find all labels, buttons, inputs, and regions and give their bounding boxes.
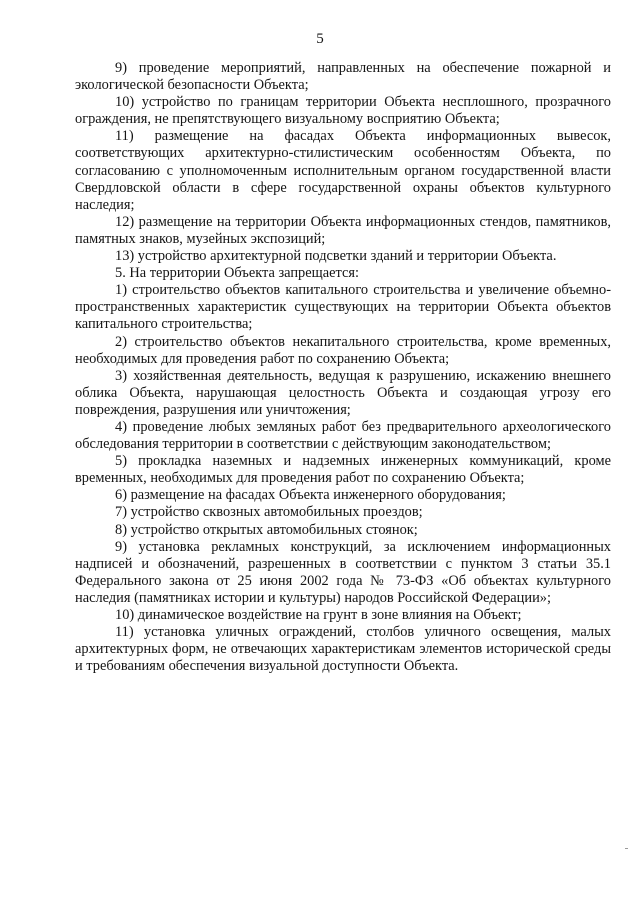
prohibition-item-10: 10) динамическое воздействие на грунт в зоне влияния на Объект; [115, 607, 522, 623]
prohibition-item-7: 7) устройство сквозных автомобильных проездов; [115, 504, 423, 521]
prohibition-item-2: 2) строительство объектов некапитального строительства, кроме временных, необходимых для проведения работ по сохранению Объекта; [75, 333, 611, 367]
prohibition-item-9: 9) установка рекламных конструкций, за исключением информационных надписей и обозначений, разрешенных в соответствии с пунктом 3 статьи 35.1 Федерального закона от 25 июня 2002 года № 73-ФЗ «Об объектах культурного наследия (памятниках истории и культуры) народов Российской Федерации»; [75, 538, 611, 606]
paragraph-item-10-fencing: 10) устройство по границам территории Объекта несплошного, прозрачного ограждения, не препятствующего визуальному восприятию Объекта; [75, 94, 611, 128]
section-5-heading: 5. На территории Объекта запрещается: [115, 265, 359, 282]
prohibition-item-6: 6) размещение на фасадах Объекта инженерного оборудования; [115, 487, 506, 504]
prohibition-item-8: 8) устройство открытых автомобильных стоянок; [115, 521, 418, 538]
prohibition-item-11: 11) установка уличных ограждений, столбов уличного освещения, малых архитектурных форм, не отвечающих характеристикам элементов исторической среды и требованиям обеспечения визуальной доступности Объекта. [75, 624, 611, 675]
prohibition-item-5: 5) прокладка наземных и надземных инженерных коммуникаций, кроме временных, необходимых для проведения работ по сохранению Объекта; [75, 453, 611, 487]
scan-speck [625, 848, 628, 849]
paragraph-item-12-stands: 12) размещение на территории Объекта информационных стендов, памятников, памятных знаков, музейных экспозиций; [75, 213, 611, 247]
prohibition-item-1: 1) строительство объектов капитального строительства и увеличение объемно-пространственных характеристик существующих на территории Объекта объектов капитального строительства; [75, 282, 611, 333]
prohibition-item-3: 3) хозяйственная деятельность, ведущая к разрушению, искажению внешнего облика Объекта, нарушающая целостность Объекта и создающая угрозу его повреждения, разрушения или уничтожения; [75, 367, 611, 418]
document-body [75, 60, 611, 675]
prohibition-item-4: 4) проведение любых земляных работ без предварительного археологического обследования территории в соответствии с действующим законодательством; [75, 418, 611, 453]
paragraph-item-11-signage: 11) размещение на фасадах Объекта информационных вывесок, соответствующих архитектурно-стилистическим особенностям Объекта, по согласованию с уполномоченным исполнительным органом государственной власти Свердловской области в сфере государственной охраны объектов культурного наследия; [75, 128, 611, 213]
page-number: 5 [316, 31, 324, 47]
paragraph-item-13-lighting: 13) устройство архитектурной подсветки зданий и территории Объекта. [115, 248, 557, 265]
paragraph-item-9-fire-ecology: 9) проведение мероприятий, направленных на обеспечение пожарной и экологической безопасности Объекта; [75, 60, 611, 94]
